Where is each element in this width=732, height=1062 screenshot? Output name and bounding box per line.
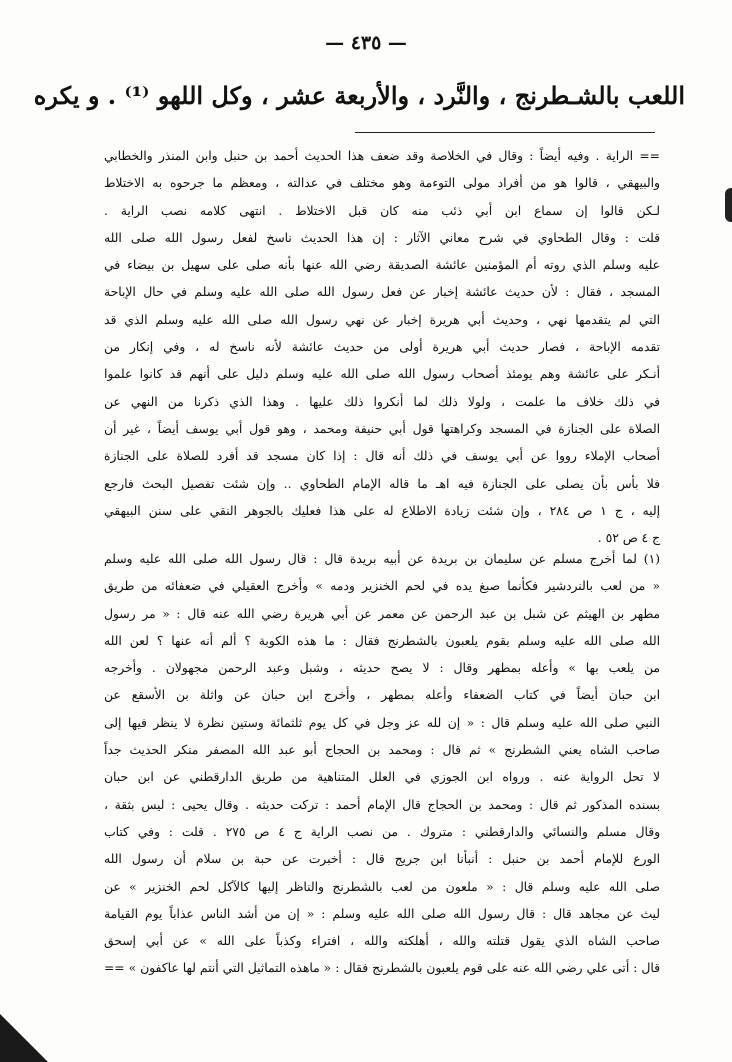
footnote-line: مطهر بن الهيثم عن شبل بن عبد الرحمن عن معمر عن أبي هريرة رضي الله عنه قال : « مر رسول bbox=[104, 606, 660, 621]
commentary-line: أنـكر على عائشة وهم يومئذ أصحاب رسول الله صلى الله عليه وسلم دليل على أنهم قد كانوا علموا bbox=[104, 367, 660, 382]
commentary-line: فلا بأس بأن يصلى على الجنازة فيه اهـ ما قاله الإمام الطحاوي .. وإن شئت تفصيل البحث فارجع bbox=[104, 476, 660, 491]
footnote-line: ليث عن مجاهد قال : قال رسول الله صلى الله عليه وسلم : « إن من أشد الناس عذاباً يوم القيامة bbox=[104, 906, 660, 921]
footnote-line: من يلعب بها » وأعله بمطهر وقال : لا يصح حديثه ، وشبل وعبد الرحمن مجهولان . وأخرجه bbox=[104, 661, 660, 676]
footnote-line: « من لعب بالنردشير فكأنما صبغ يده في لحم الخنزير ودمه » وأخرج العقيلي في ضعفائه من طريق bbox=[104, 579, 660, 594]
commentary-block bbox=[104, 143, 660, 552]
commentary-line: لـكن قالوا إن سماع ابن أبي ذئب منه كان قبل الاختلاط . انتهى كلامه نصب الراية . bbox=[104, 203, 660, 218]
commentary-line: والبيهقي ، قالوا هو من أفراد مولى التوءمة وهو مختلف في عدالته ، ومعظم ما جرحوه به الاختلاط bbox=[104, 176, 660, 191]
commentary-line: الصلاة على الجنازة في المسجد وكراهتها قول أبي حنيفة ومحمد ، وهو قول أبي يوسف أيضاً ، غير أن bbox=[104, 421, 660, 436]
main-text-line: اللعب بالشـطرنج ، والنَّرد ، والأربعة عشر ، وكل اللهو ⁽¹⁾ . و يكره bbox=[33, 81, 685, 110]
commentary-line: في ذلك خلاف ما علمت ، ولولا ذلك لما أنكروا ذلك عليها . وهذا الذي ذكرنا من النهي عن bbox=[104, 394, 660, 409]
commentary-line: == الراية . وفيه أيضاً : وقال في الخلاصة وقد ضعف هذا الحديث أحمد بن حنبل وابن المنذر والخطابي bbox=[104, 149, 660, 163]
commentary-line: التي لم يتقدمها نهي ، وحديث أبي هريرة إخبار عن نهي رسول الله صلى الله عليه وسلم الذي قد bbox=[104, 312, 660, 327]
footnote-line: قال : أتى علي رضي الله عنه على قوم يلعبون بالشطرنج فقال : « ماهذه التماثيل التي أنتم لها عاكفون » == bbox=[104, 961, 660, 976]
footnote-line: الورع للإمام أحمد بن حنبل : أنبأنا ابن جريج قال : أخبرت عن حبة بن سلام أن رسول الله bbox=[104, 852, 660, 867]
footnote-block bbox=[104, 546, 660, 983]
scan-corner-shadow bbox=[0, 1014, 48, 1062]
footnote-line: الله صلى الله عليه وسلم بقوم يلعبون بالشطرنج فقال : ما هذه الكوبة ؟ ألم أنه عنها ؟ لعن الله bbox=[104, 633, 660, 648]
footnote-line: النبي صلى الله عليه وسلم قال : « إن لله عز وجل في كل يوم ثلثمائة وستين نظرة لا ينظر فيها إلى bbox=[104, 715, 660, 730]
footnote-line: صاحب الشاه يعني الشطرنج » ثم قال : ومحمد بن الحجاج أبو عبد الله المصفر منكر الحديث جداً bbox=[104, 743, 660, 758]
footnote-line: صاحب الشاه الذي يقول قتلته والله ، أهلكته والله ، افتراء وكذباً على الله » عن أبي إسحق bbox=[104, 934, 660, 949]
commentary-line: قلت : وقال الطحاوي في شرح معاني الآثار : إن هذا الحديث ناسخ لفعل رسول الله صلى الله bbox=[104, 230, 660, 245]
footnote-divider bbox=[355, 132, 655, 133]
commentary-line: تقدمه الإباحة ، فصار حديث أبي هريرة أولى من حديث عائشة لأنه ناسخ له ، وفي إنكار من bbox=[104, 340, 660, 355]
commentary-line: ج ٤ ص ٥٢ . bbox=[597, 531, 660, 546]
footnote-line: ابن حبان أيضاً في كتاب الضعفاء وأعله بمطهر ، وأخرج ابن حبان عن واثلة بن الأسقع عن bbox=[104, 688, 660, 703]
footnote-line: (١) لما أخرج مسلم عن سليمان بن بريدة عن أبيه بريدة قال : قال رسول الله صلى الله عليه وسلم bbox=[104, 552, 660, 566]
commentary-line: المسجد ، فقال : لأن حديث عائشة إخبار عن فعل رسول الله صلى الله عليه وسلم في حال الإباحة bbox=[104, 285, 660, 300]
commentary-line: أصحاب الإملاء رووا عن أبي يوسف في ذلك أنه قال : إذا كان مسجد قد أفرد للصلاة على الجنازة bbox=[104, 449, 660, 464]
commentary-line: عليه وسلم الذي روته أم المؤمنين عائشة الصديقة رضي الله عنها بأنه صلى على سهيل بن بيضاء في bbox=[104, 258, 660, 273]
page-number: — ٤٣٥ — bbox=[325, 32, 407, 54]
commentary-line: إليه ، ج ١ ص ٢٨٤ ، وإن شئت زيادة الاطلاع له على هذا فعليك بالجوهر النقي على سنن البيهقي bbox=[104, 503, 661, 518]
footnote-line: وقال مسلم والنسائي والدارقطني : متروك . من نصب الراية ج ٤ ص ٢٧٥ . قلت : وفي كتاب bbox=[104, 824, 661, 839]
footnote-line: بسنده المذكور ثم قال : ومحمد بن الحجاج قال الإمام أحمد : تركت حديثه . وقال يحيى : ليس بثقة ، bbox=[104, 797, 660, 812]
footnote-line: صلى الله عليه وسلم قال : « ملعون من لعب بالشطرنج والناظر إليها كالآكل لحم الخنزير » عن bbox=[104, 879, 660, 894]
page-edge-mark bbox=[725, 188, 732, 222]
footnote-line: لا تحل الرواية عنه . ورواه ابن الجوزي في العلل المتناهية من طريق الدارقطني عن ابن حبان bbox=[104, 770, 660, 785]
